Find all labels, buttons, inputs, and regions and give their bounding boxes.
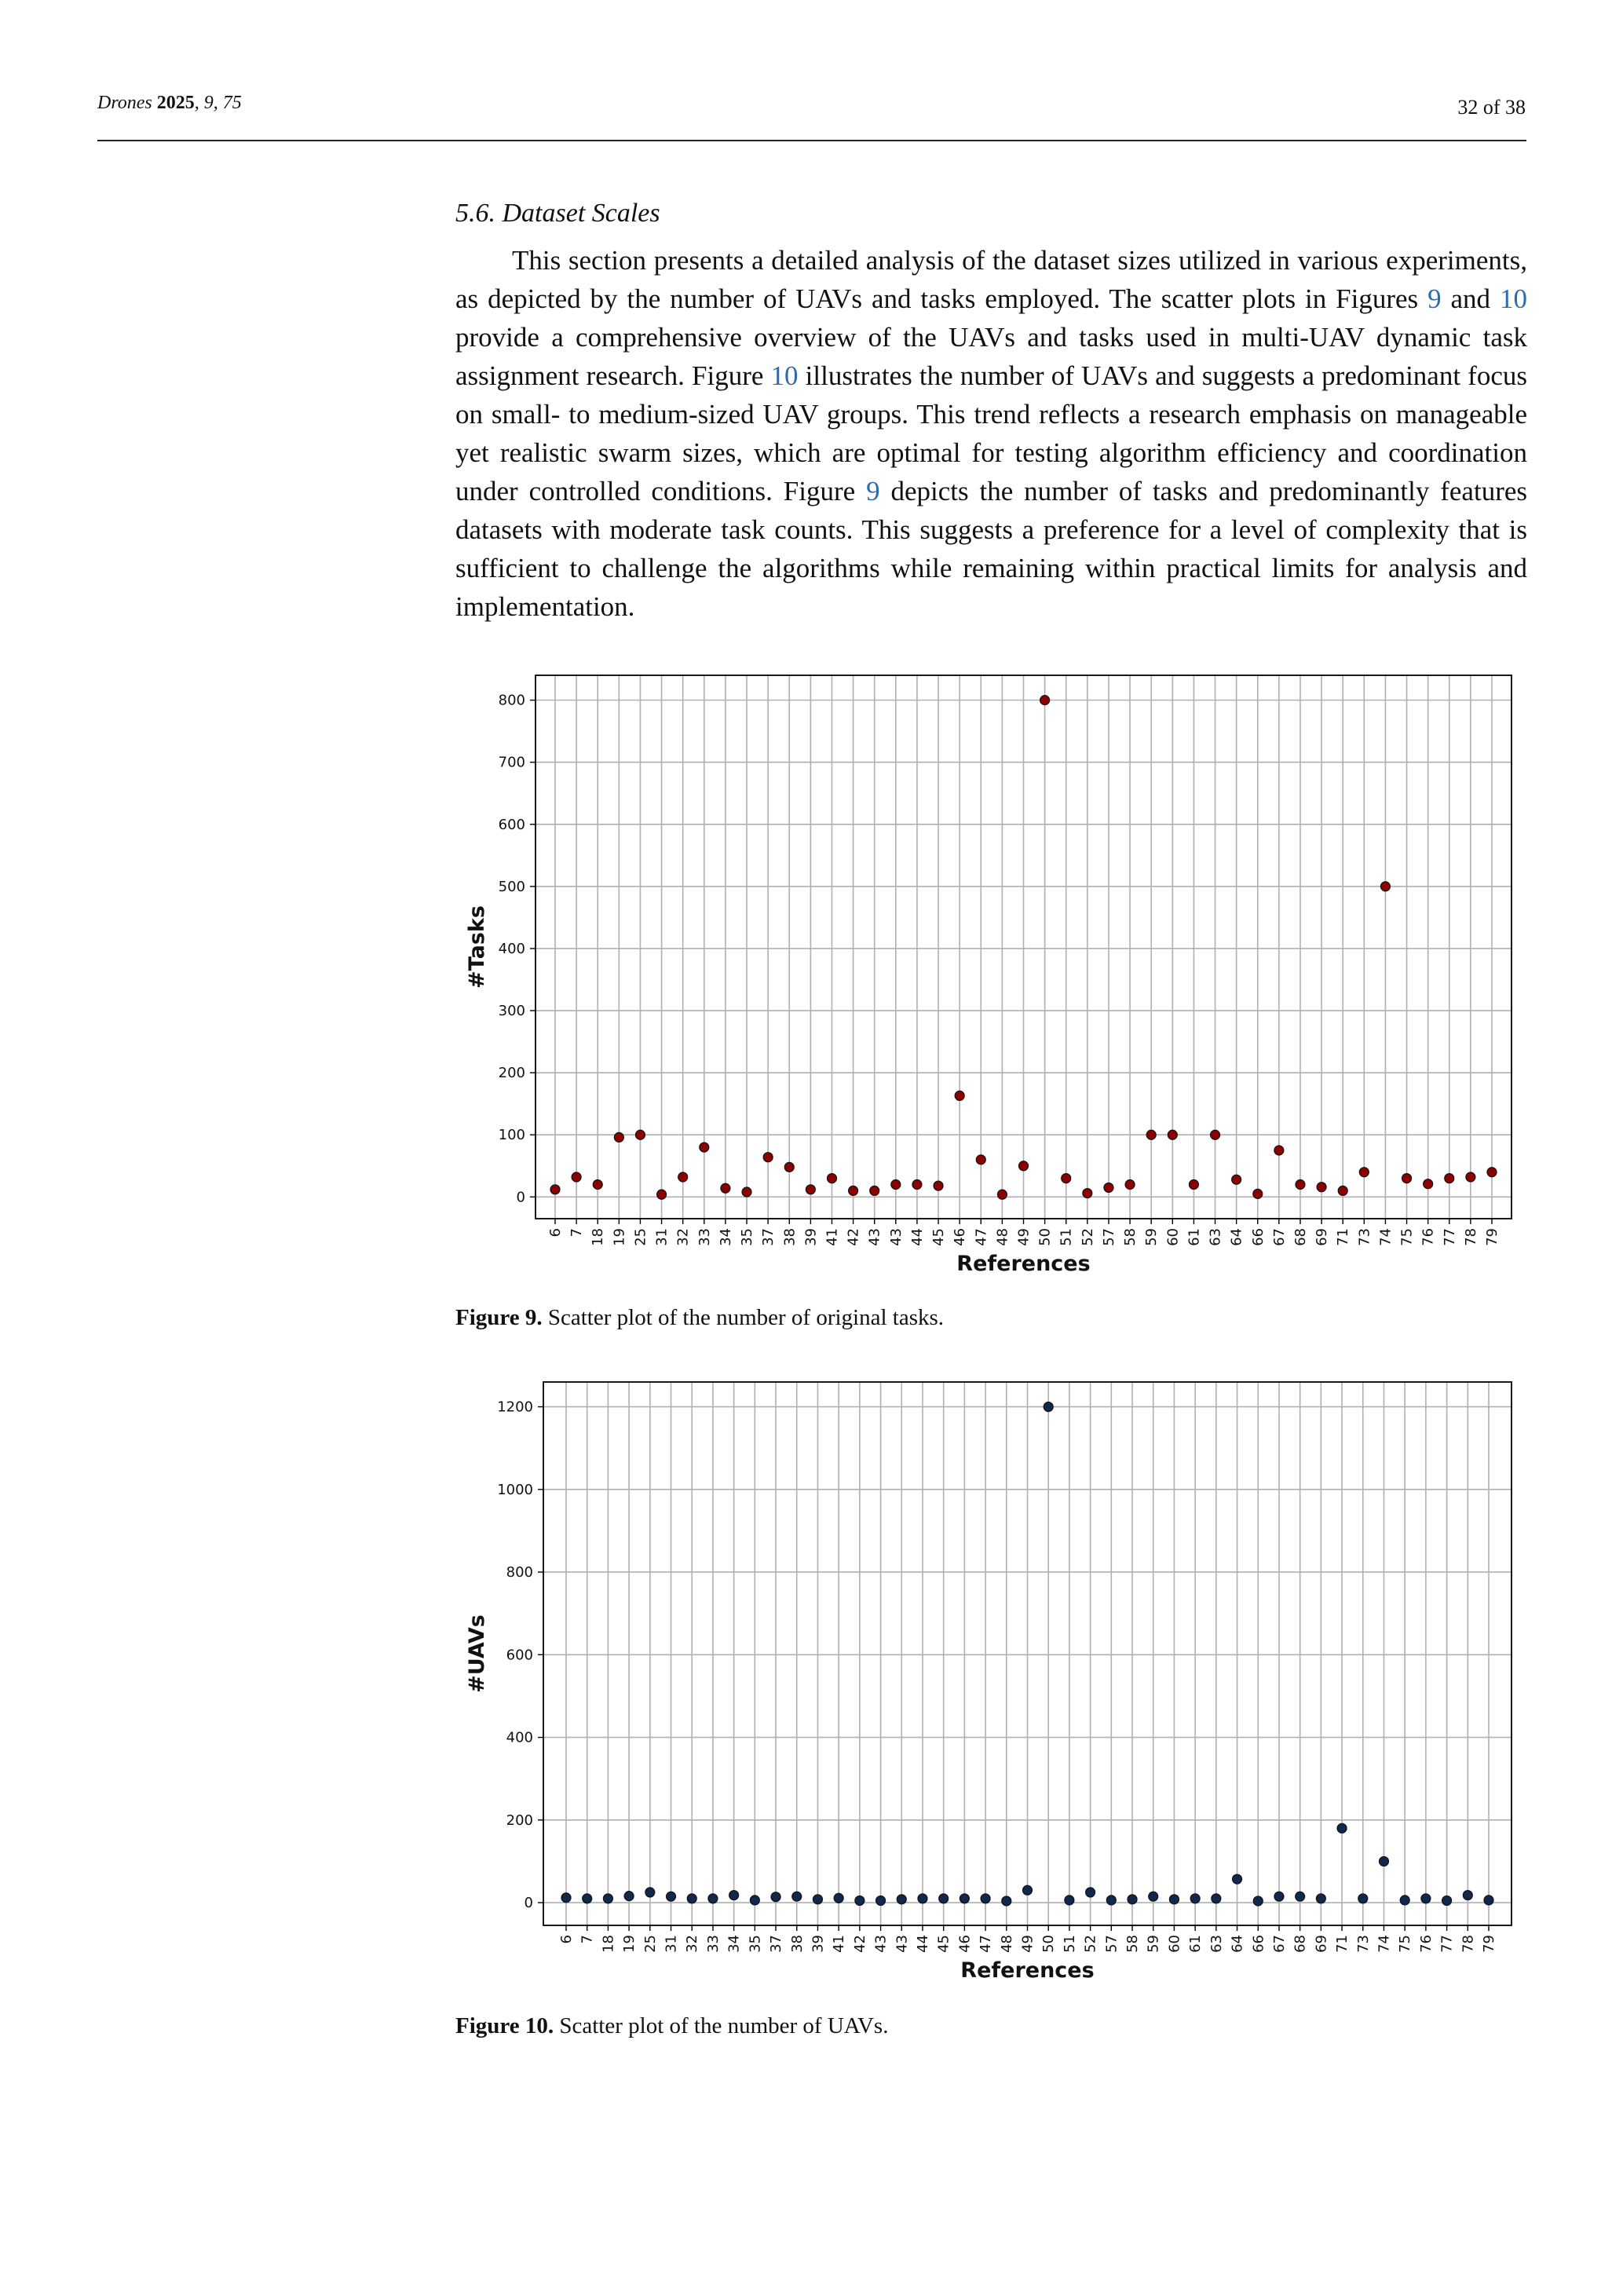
journal-name: Drones	[97, 93, 152, 113]
paragraph-text: and	[1441, 283, 1500, 314]
x-tick-label: 7	[568, 1228, 586, 1238]
data-point	[1484, 1896, 1493, 1905]
x-tick-label: 67	[1270, 1935, 1288, 1953]
x-tick-label: 38	[788, 1935, 806, 1953]
data-point	[1379, 1856, 1388, 1866]
data-point	[1189, 1180, 1198, 1190]
data-point	[870, 1186, 879, 1195]
data-point	[1296, 1180, 1305, 1190]
y-axis-label: #UAVs	[465, 1614, 489, 1693]
data-point	[1421, 1894, 1431, 1903]
x-axis-label: References	[960, 1958, 1095, 1983]
data-point	[1400, 1896, 1409, 1905]
data-point	[1065, 1896, 1074, 1905]
y-tick-label: 0	[524, 1895, 533, 1912]
x-tick-label: 31	[653, 1228, 671, 1246]
section-title: 5.6. Dataset Scales	[455, 199, 660, 228]
data-point	[1106, 1896, 1116, 1905]
data-point	[939, 1894, 949, 1903]
journal-volume: 9	[203, 93, 214, 113]
data-point	[657, 1190, 667, 1199]
data-point	[1211, 1130, 1220, 1139]
x-tick-label: 46	[952, 1228, 969, 1246]
x-tick-label: 51	[1058, 1228, 1075, 1246]
x-tick-label: 35	[739, 1228, 756, 1246]
y-tick-label: 400	[506, 1729, 533, 1746]
x-tick-label: 77	[1438, 1935, 1456, 1953]
x-tick-label: 42	[845, 1228, 862, 1246]
data-point	[583, 1894, 592, 1903]
article-number: 75	[222, 93, 242, 113]
x-tick-label: 61	[1187, 1935, 1204, 1953]
data-point	[1232, 1175, 1241, 1184]
data-point	[1044, 1402, 1053, 1412]
x-tick-label: 41	[831, 1935, 848, 1953]
x-tick-label: 34	[726, 1935, 743, 1953]
x-tick-label: 66	[1250, 1935, 1267, 1953]
x-tick-label: 25	[642, 1935, 659, 1953]
x-tick-label: 74	[1377, 1228, 1395, 1246]
figure-9-text: Scatter plot of the number of original tasks.	[542, 1305, 945, 1330]
data-point	[1317, 1183, 1326, 1192]
x-tick-label: 67	[1270, 1228, 1288, 1246]
tasks-scatter-plot	[455, 660, 1531, 1288]
x-tick-label: 79	[1484, 1228, 1501, 1246]
data-point	[1274, 1146, 1284, 1155]
data-point	[1104, 1183, 1113, 1192]
data-point	[1212, 1894, 1221, 1903]
data-point	[624, 1892, 634, 1901]
x-tick-label: 57	[1103, 1935, 1120, 1953]
data-point	[806, 1185, 815, 1194]
paragraph-text: provide a comprehensive overview of the UAVs and tasks used in multi-UAV dynamic task assignment research. Figure	[455, 322, 1527, 391]
data-point	[1125, 1180, 1135, 1190]
data-point	[784, 1162, 794, 1172]
data-point	[918, 1894, 927, 1903]
y-tick-label: 700	[498, 754, 525, 771]
data-point	[1358, 1894, 1368, 1903]
figure-10-chart	[455, 1366, 1531, 1998]
data-point	[1002, 1896, 1011, 1906]
x-tick-label: 43	[887, 1228, 905, 1246]
x-tick-label: 63	[1207, 1228, 1224, 1246]
x-axis-label: References	[956, 1252, 1091, 1276]
data-point	[729, 1891, 739, 1900]
x-tick-label: 32	[684, 1935, 701, 1953]
figure-9-label: Figure 9.	[455, 1305, 543, 1330]
x-tick-label: 38	[781, 1228, 799, 1246]
data-point	[593, 1180, 602, 1190]
x-tick-label: 45	[930, 1228, 948, 1246]
x-tick-label: 78	[1460, 1935, 1477, 1953]
x-tick-label: 74	[1376, 1935, 1393, 1953]
data-point	[834, 1893, 843, 1903]
y-tick-label: 800	[506, 1564, 533, 1581]
x-tick-label: 33	[704, 1935, 722, 1953]
y-tick-label: 400	[498, 940, 525, 957]
x-tick-label: 43	[894, 1935, 911, 1953]
x-tick-label: 52	[1079, 1228, 1096, 1246]
data-point	[750, 1896, 759, 1905]
data-point	[763, 1153, 773, 1162]
data-point	[891, 1180, 901, 1190]
data-point	[976, 1155, 985, 1164]
y-tick-label: 1200	[497, 1398, 533, 1416]
x-tick-label: 31	[663, 1935, 680, 1953]
data-point	[1146, 1130, 1156, 1139]
journal-year: 2025	[156, 93, 195, 113]
y-tick-label: 200	[506, 1812, 533, 1829]
y-tick-label: 600	[498, 816, 525, 833]
x-tick-label: 43	[866, 1228, 883, 1246]
data-point	[827, 1174, 836, 1183]
x-tick-label: 6	[547, 1228, 564, 1238]
figure-link[interactable]: 9	[866, 476, 880, 506]
x-tick-label: 60	[1166, 1935, 1183, 1953]
figure-link[interactable]: 10	[1499, 283, 1527, 314]
data-point	[1086, 1888, 1095, 1897]
data-point	[1442, 1896, 1452, 1905]
data-point	[742, 1187, 751, 1197]
x-tick-label: 73	[1356, 1228, 1373, 1246]
x-tick-label: 46	[956, 1935, 974, 1953]
data-point	[1274, 1892, 1284, 1901]
x-tick-label: 47	[978, 1935, 995, 1953]
data-point	[678, 1172, 688, 1182]
x-tick-label: 58	[1124, 1935, 1142, 1953]
x-tick-label: 68	[1292, 1935, 1309, 1953]
data-point	[1040, 696, 1050, 705]
data-point	[1337, 1823, 1347, 1833]
x-tick-label: 59	[1143, 1228, 1161, 1246]
data-point	[855, 1896, 865, 1905]
x-tick-label: 71	[1334, 1935, 1351, 1953]
x-tick-label: 76	[1420, 1228, 1437, 1246]
x-tick-label: 76	[1417, 1935, 1435, 1953]
paragraph-text: illustrates the number of UAVs and suggests a predominant focus on small- to medium-sized UAV groups. This trend reflects a research emphasis on manageable yet realistic swarm sizes, which are optimal for testing algorithm efficiency and coordination under controlled conditions. Figure	[455, 360, 1527, 506]
data-point	[1019, 1161, 1029, 1171]
data-point	[981, 1894, 990, 1903]
data-point	[792, 1892, 802, 1901]
y-tick-label: 0	[516, 1189, 525, 1206]
data-point	[1487, 1168, 1497, 1177]
data-point	[876, 1896, 886, 1905]
data-point	[813, 1895, 822, 1904]
data-point	[997, 1190, 1007, 1199]
page-number: 32 of 38	[1457, 96, 1526, 119]
x-tick-label: 64	[1229, 1935, 1246, 1953]
x-tick-label: 64	[1228, 1228, 1245, 1246]
figure-link[interactable]: 10	[770, 360, 799, 391]
data-point	[771, 1892, 780, 1902]
data-point	[1169, 1895, 1179, 1904]
x-tick-label: 73	[1354, 1935, 1372, 1953]
figure-9-caption	[455, 1305, 944, 1331]
x-tick-label: 75	[1398, 1228, 1416, 1246]
x-tick-label: 57	[1100, 1228, 1117, 1246]
x-tick-label: 35	[747, 1935, 764, 1953]
y-tick-label: 800	[498, 692, 525, 709]
data-point	[1402, 1174, 1412, 1183]
x-tick-label: 49	[1019, 1935, 1036, 1953]
header-rule	[97, 140, 1526, 141]
figure-9-chart	[455, 660, 1531, 1292]
x-tick-label: 19	[611, 1228, 628, 1246]
data-point	[721, 1183, 730, 1193]
x-tick-label: 68	[1292, 1228, 1309, 1246]
x-tick-label: 61	[1186, 1228, 1203, 1246]
data-point	[1253, 1189, 1263, 1198]
x-tick-label: 77	[1441, 1228, 1458, 1246]
x-tick-label: 48	[998, 1935, 1015, 1953]
figure-link[interactable]: 9	[1427, 283, 1442, 314]
x-tick-label: 39	[802, 1228, 820, 1246]
y-axis-label: #Tasks	[465, 905, 489, 989]
x-tick-label: 59	[1145, 1935, 1162, 1953]
x-tick-label: 75	[1397, 1935, 1414, 1953]
body-paragraph	[455, 241, 1527, 626]
data-point	[1463, 1891, 1472, 1900]
data-point	[960, 1894, 969, 1903]
data-point	[708, 1894, 718, 1903]
x-tick-label: 49	[1015, 1228, 1033, 1246]
data-point	[1359, 1168, 1369, 1177]
data-point	[635, 1130, 645, 1139]
y-tick-label: 100	[498, 1127, 525, 1144]
data-point	[1168, 1130, 1177, 1139]
data-point	[1338, 1186, 1347, 1195]
data-point	[912, 1180, 922, 1190]
data-point	[1380, 882, 1390, 891]
paragraph-text: This section presents a detailed analysis of the dataset sizes utilized in various experiments, as depicted by the number of UAVs and tasks employed. The scatter plots in Figures	[455, 245, 1527, 314]
x-tick-label: 44	[908, 1228, 926, 1246]
x-tick-label: 6	[558, 1935, 575, 1944]
x-tick-label: 45	[935, 1935, 952, 1953]
y-tick-label: 1000	[497, 1481, 533, 1498]
data-point	[1190, 1894, 1200, 1903]
data-point	[1445, 1174, 1454, 1183]
x-tick-label: 41	[824, 1228, 841, 1246]
data-point	[700, 1143, 709, 1152]
x-tick-label: 52	[1082, 1935, 1099, 1953]
uavs-scatter-plot	[455, 1366, 1531, 1994]
data-point	[1253, 1896, 1263, 1906]
data-point	[572, 1172, 581, 1182]
data-point	[849, 1186, 858, 1195]
data-point	[687, 1894, 696, 1903]
x-tick-label: 50	[1040, 1935, 1058, 1953]
running-header: Drones 2025, 9, 75	[97, 93, 242, 113]
x-tick-label: 25	[632, 1228, 649, 1246]
y-tick-label: 300	[498, 1003, 525, 1020]
x-tick-label: 18	[600, 1935, 617, 1953]
x-tick-label: 66	[1249, 1228, 1267, 1246]
x-tick-label: 37	[768, 1935, 785, 1953]
x-tick-label: 7	[579, 1935, 596, 1944]
x-tick-label: 33	[696, 1228, 713, 1246]
data-point	[1023, 1885, 1033, 1895]
y-tick-label: 600	[506, 1647, 533, 1664]
figure-10-label: Figure 10.	[455, 2013, 554, 2038]
x-tick-label: 60	[1164, 1228, 1182, 1246]
paragraph-text: depicts the number of tasks and predominantly features datasets with moderate task counts. This suggests a preference for a level of complexity that is sufficient to challenge the algorithms while remaining within practical limits for analysis and implementation.	[455, 476, 1528, 622]
x-tick-label: 69	[1313, 1935, 1330, 1953]
x-tick-label: 39	[810, 1935, 827, 1953]
x-tick-label: 58	[1122, 1228, 1139, 1246]
x-tick-label: 48	[994, 1228, 1011, 1246]
data-point	[645, 1888, 655, 1897]
data-point	[1316, 1894, 1325, 1903]
data-point	[1466, 1172, 1475, 1182]
x-tick-label: 63	[1208, 1935, 1225, 1953]
y-tick-label: 200	[498, 1065, 525, 1082]
data-point	[561, 1893, 571, 1903]
x-tick-label: 69	[1314, 1228, 1331, 1246]
x-tick-label: 44	[914, 1935, 931, 1953]
data-point	[1149, 1892, 1158, 1901]
x-tick-label: 78	[1462, 1228, 1479, 1246]
data-point	[603, 1894, 612, 1903]
x-tick-label: 19	[621, 1935, 638, 1953]
data-point	[934, 1181, 943, 1190]
data-point	[955, 1091, 964, 1100]
y-tick-label: 500	[498, 878, 525, 895]
x-tick-label: 79	[1481, 1935, 1497, 1953]
x-tick-label: 32	[674, 1228, 692, 1246]
data-point	[667, 1892, 676, 1901]
x-tick-label: 18	[590, 1228, 607, 1246]
data-point	[1083, 1189, 1092, 1198]
x-tick-label: 37	[760, 1228, 777, 1246]
x-tick-label: 50	[1036, 1228, 1054, 1246]
figure-10-text: Scatter plot of the number of UAVs.	[554, 2013, 889, 2038]
data-point	[1296, 1892, 1305, 1901]
x-tick-label: 43	[872, 1935, 890, 1953]
data-point	[550, 1185, 560, 1194]
data-point	[1128, 1895, 1137, 1904]
x-tick-label: 51	[1061, 1935, 1078, 1953]
data-point	[614, 1132, 623, 1142]
data-point	[1424, 1179, 1433, 1189]
x-tick-label: 47	[973, 1228, 990, 1246]
data-point	[897, 1895, 906, 1904]
data-point	[1233, 1874, 1242, 1884]
x-tick-label: 42	[851, 1935, 868, 1953]
data-point	[1062, 1174, 1071, 1183]
x-tick-label: 71	[1335, 1228, 1352, 1246]
x-tick-label: 34	[717, 1228, 734, 1246]
figure-10-caption	[455, 2013, 888, 2039]
